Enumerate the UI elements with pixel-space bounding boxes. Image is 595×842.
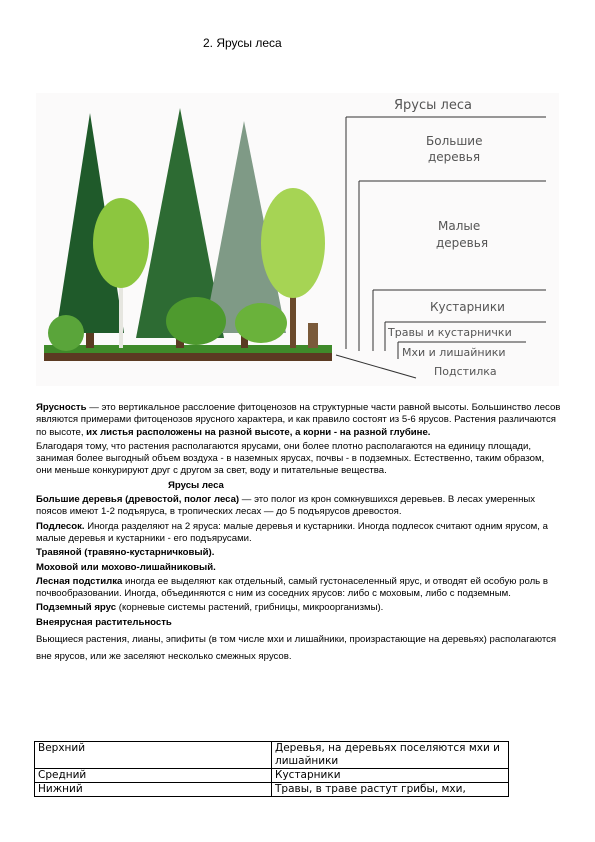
label-mosses: Мхи и лишайники bbox=[402, 346, 506, 359]
table-cell-tier: Средний bbox=[35, 769, 272, 783]
bold-span: Подлесок. bbox=[36, 520, 85, 532]
stump bbox=[308, 323, 318, 348]
bold-span: Большие деревья (древостой, полог леса) bbox=[36, 494, 240, 506]
forest-tiers-illustration bbox=[36, 93, 559, 386]
table-cell-tier: Нижний bbox=[35, 783, 272, 797]
bold-span: Травяной (травяно-кустарничковый). bbox=[36, 547, 215, 559]
table-row bbox=[35, 783, 509, 797]
text-span: Иногда разделяют на 2 яруса: малые деревья и кустарники. Иногда подлесок считают одним ярусом, а малые деревья и кустарники - его подъярусами. bbox=[36, 520, 548, 544]
term-yarusnost: Ярусность bbox=[36, 402, 87, 413]
text-span: (корневые системы растений, грибницы, микроорганизмы). bbox=[116, 602, 384, 614]
label-shrubs: Кустарники bbox=[430, 300, 505, 314]
label-herbs: Травы и кустарнички bbox=[388, 326, 512, 339]
subheading-tiers: Ярусы леса bbox=[168, 479, 224, 491]
page-title: 2. Ярусы леса bbox=[203, 36, 282, 50]
paragraph-yarusnost bbox=[36, 402, 561, 439]
text-span: — это полог из крон сомкнувшихся деревьев. В лесах умеренных поясов имеют 1-2 подъяруса, в тропических лесах — до 5 подъярусов древостоя. bbox=[36, 494, 536, 518]
text-span: иногда ее выделяют как отдельный, самый густонаселенный ярус, и отводят ей особую роль в почвообразовании. Иногда, объединяются с ним из соседних ярусов: либо с моховым, либо с подземным. bbox=[36, 575, 548, 600]
text-span: — это вертикальное расслоение фитоценозов на структурные части равной высоты. Большинство лесов являются примерами фитоценозов ярусного характера, и как правило состоят из 5-6 ярусов. Растения различаются по высоте, bbox=[36, 402, 561, 438]
shrub-1 bbox=[166, 297, 226, 345]
table-cell-content: Деревья, на деревьях поселяются мхи и лишайники bbox=[272, 742, 509, 769]
paragraph-undergrowth bbox=[36, 521, 561, 546]
bold-span: Подземный ярус bbox=[36, 602, 117, 614]
table-row bbox=[35, 742, 509, 769]
paragraph-extra-tier: Вьющиеся растения, лианы, эпифиты (в том числе мхи и лишайники, произрастающие на деревьях) располагаются вне ярусов, или же заселяют несколько смежных ярусов. bbox=[36, 634, 557, 663]
bold-span: Моховой или мохово-лишайниковый. bbox=[36, 561, 216, 573]
label-small-trees: Малые bbox=[438, 219, 481, 233]
paragraph-underground bbox=[36, 602, 561, 614]
table-cell-content: Травы, в траве растут грибы, мхи, bbox=[272, 783, 509, 797]
bold-span: их листья расположены на разной высоте, а корни - на разной глубине. bbox=[86, 426, 431, 438]
shrub-2 bbox=[235, 303, 287, 343]
label-litter: Подстилка bbox=[434, 365, 497, 378]
tiers-table bbox=[34, 741, 509, 797]
label-big-trees-2: деревья bbox=[428, 150, 481, 164]
paragraph-herb-tier bbox=[36, 547, 561, 559]
label-big-trees: Большие bbox=[426, 134, 483, 148]
figure-heading: Ярусы леса bbox=[394, 98, 472, 113]
paragraph-litter bbox=[36, 576, 561, 601]
body-text bbox=[36, 402, 561, 667]
forest-illustration-svg bbox=[36, 93, 559, 386]
paragraph-moss-tier bbox=[36, 562, 561, 574]
paragraph-big-trees bbox=[36, 494, 561, 519]
fern bbox=[48, 315, 84, 351]
table-cell-tier: Верхний bbox=[35, 742, 272, 769]
table-cell-content: Кустарники bbox=[272, 769, 509, 783]
label-small-trees-2: деревья bbox=[436, 236, 489, 250]
bold-span: Внеярусная растительность bbox=[36, 616, 172, 628]
table-row bbox=[35, 769, 509, 783]
paragraph-benefits: Благодаря тому, что растения располагаются ярусами, они более плотно располагаются на единицу площади, занимая более выгодный объем воздуха - в наземных ярусах, почвы - в подземных. Естественно, таким образом, они меньше конкурируют друг с другом за свет, воду и питательные вещества. bbox=[36, 440, 545, 477]
paragraph-extra-tier-head bbox=[36, 617, 561, 629]
bold-span: Лесная подстилка bbox=[36, 575, 123, 587]
